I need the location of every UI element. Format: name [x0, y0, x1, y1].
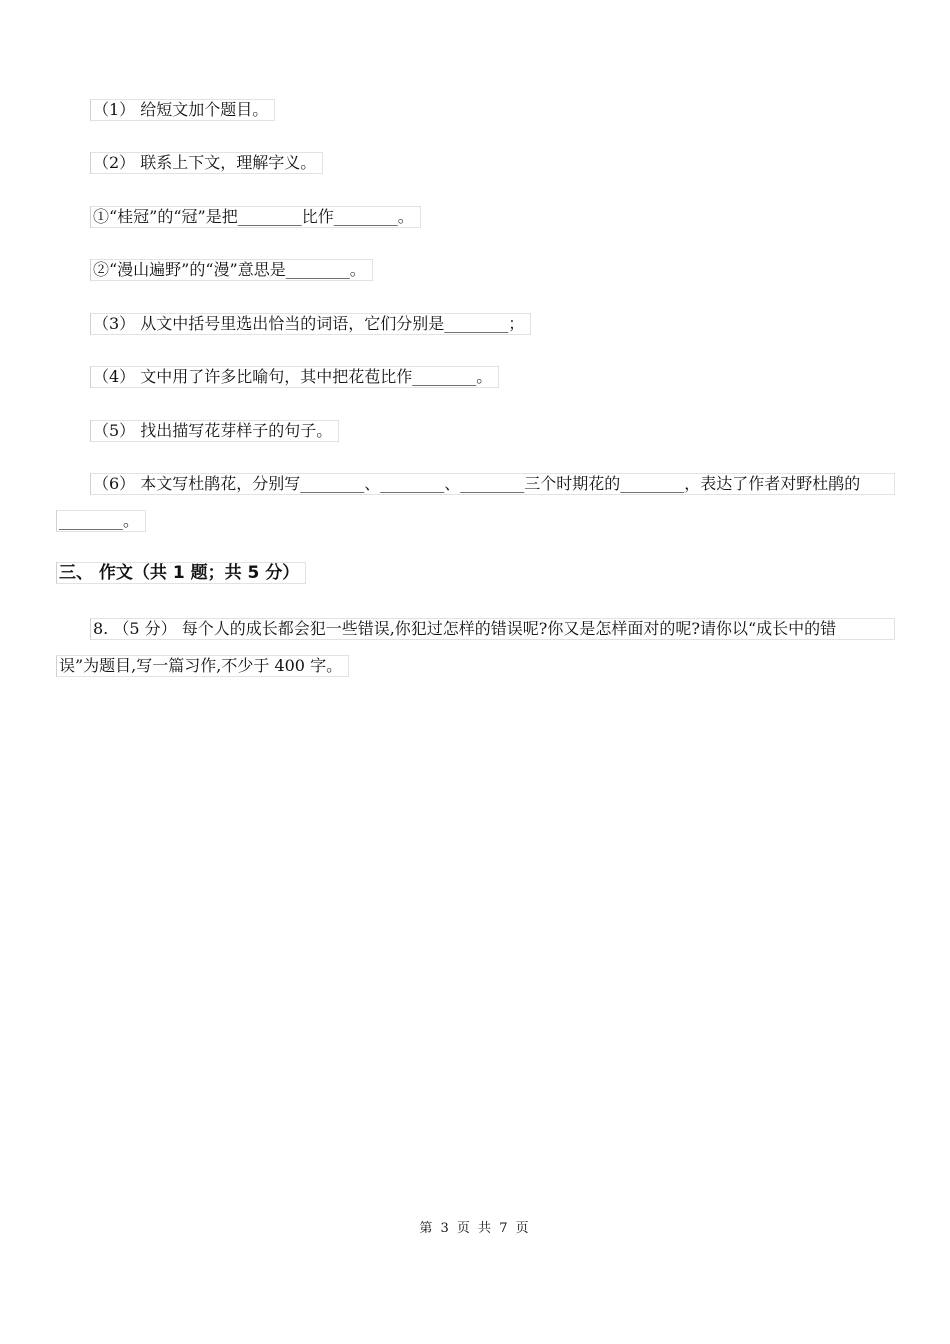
question-1: （1） 给短文加个题目。 [90, 99, 275, 121]
question-2: （2） 联系上下文，理解字义。 [90, 152, 323, 174]
question-5: （5） 找出描写花芽样子的句子。 [90, 420, 339, 442]
question-6-line-2: ________。 [56, 510, 146, 532]
question-8-line-2: 误”为题目,写一篇习作,不少于 400 字。 [56, 655, 349, 677]
page-footer: 第 3 页 共 7 页 [419, 1221, 531, 1236]
question-2-part-1: ①“桂冠”的“冠”是把________比作________。 [90, 206, 421, 228]
question-6-line-1: （6） 本文写杜鹃花，分别写________、________、________三个时期花的________，表达了作者对野杜鹃的 [90, 473, 895, 495]
question-2-part-2: ②“漫山遍野”的“漫”意思是________。 [90, 259, 373, 281]
question-4: （4） 文中用了许多比喻句，其中把花苞比作________。 [90, 366, 499, 388]
question-8-line-1: 8. （5 分） 每个人的成长都会犯一些错误,你犯过怎样的错误呢?你又是怎样面对的呢?请你以“成长中的错 [90, 618, 895, 640]
section-3-heading: 三、 作文（共 1 题；共 5 分） [56, 562, 306, 584]
question-3: （3） 从文中括号里选出恰当的词语，它们分别是________； [90, 313, 531, 335]
